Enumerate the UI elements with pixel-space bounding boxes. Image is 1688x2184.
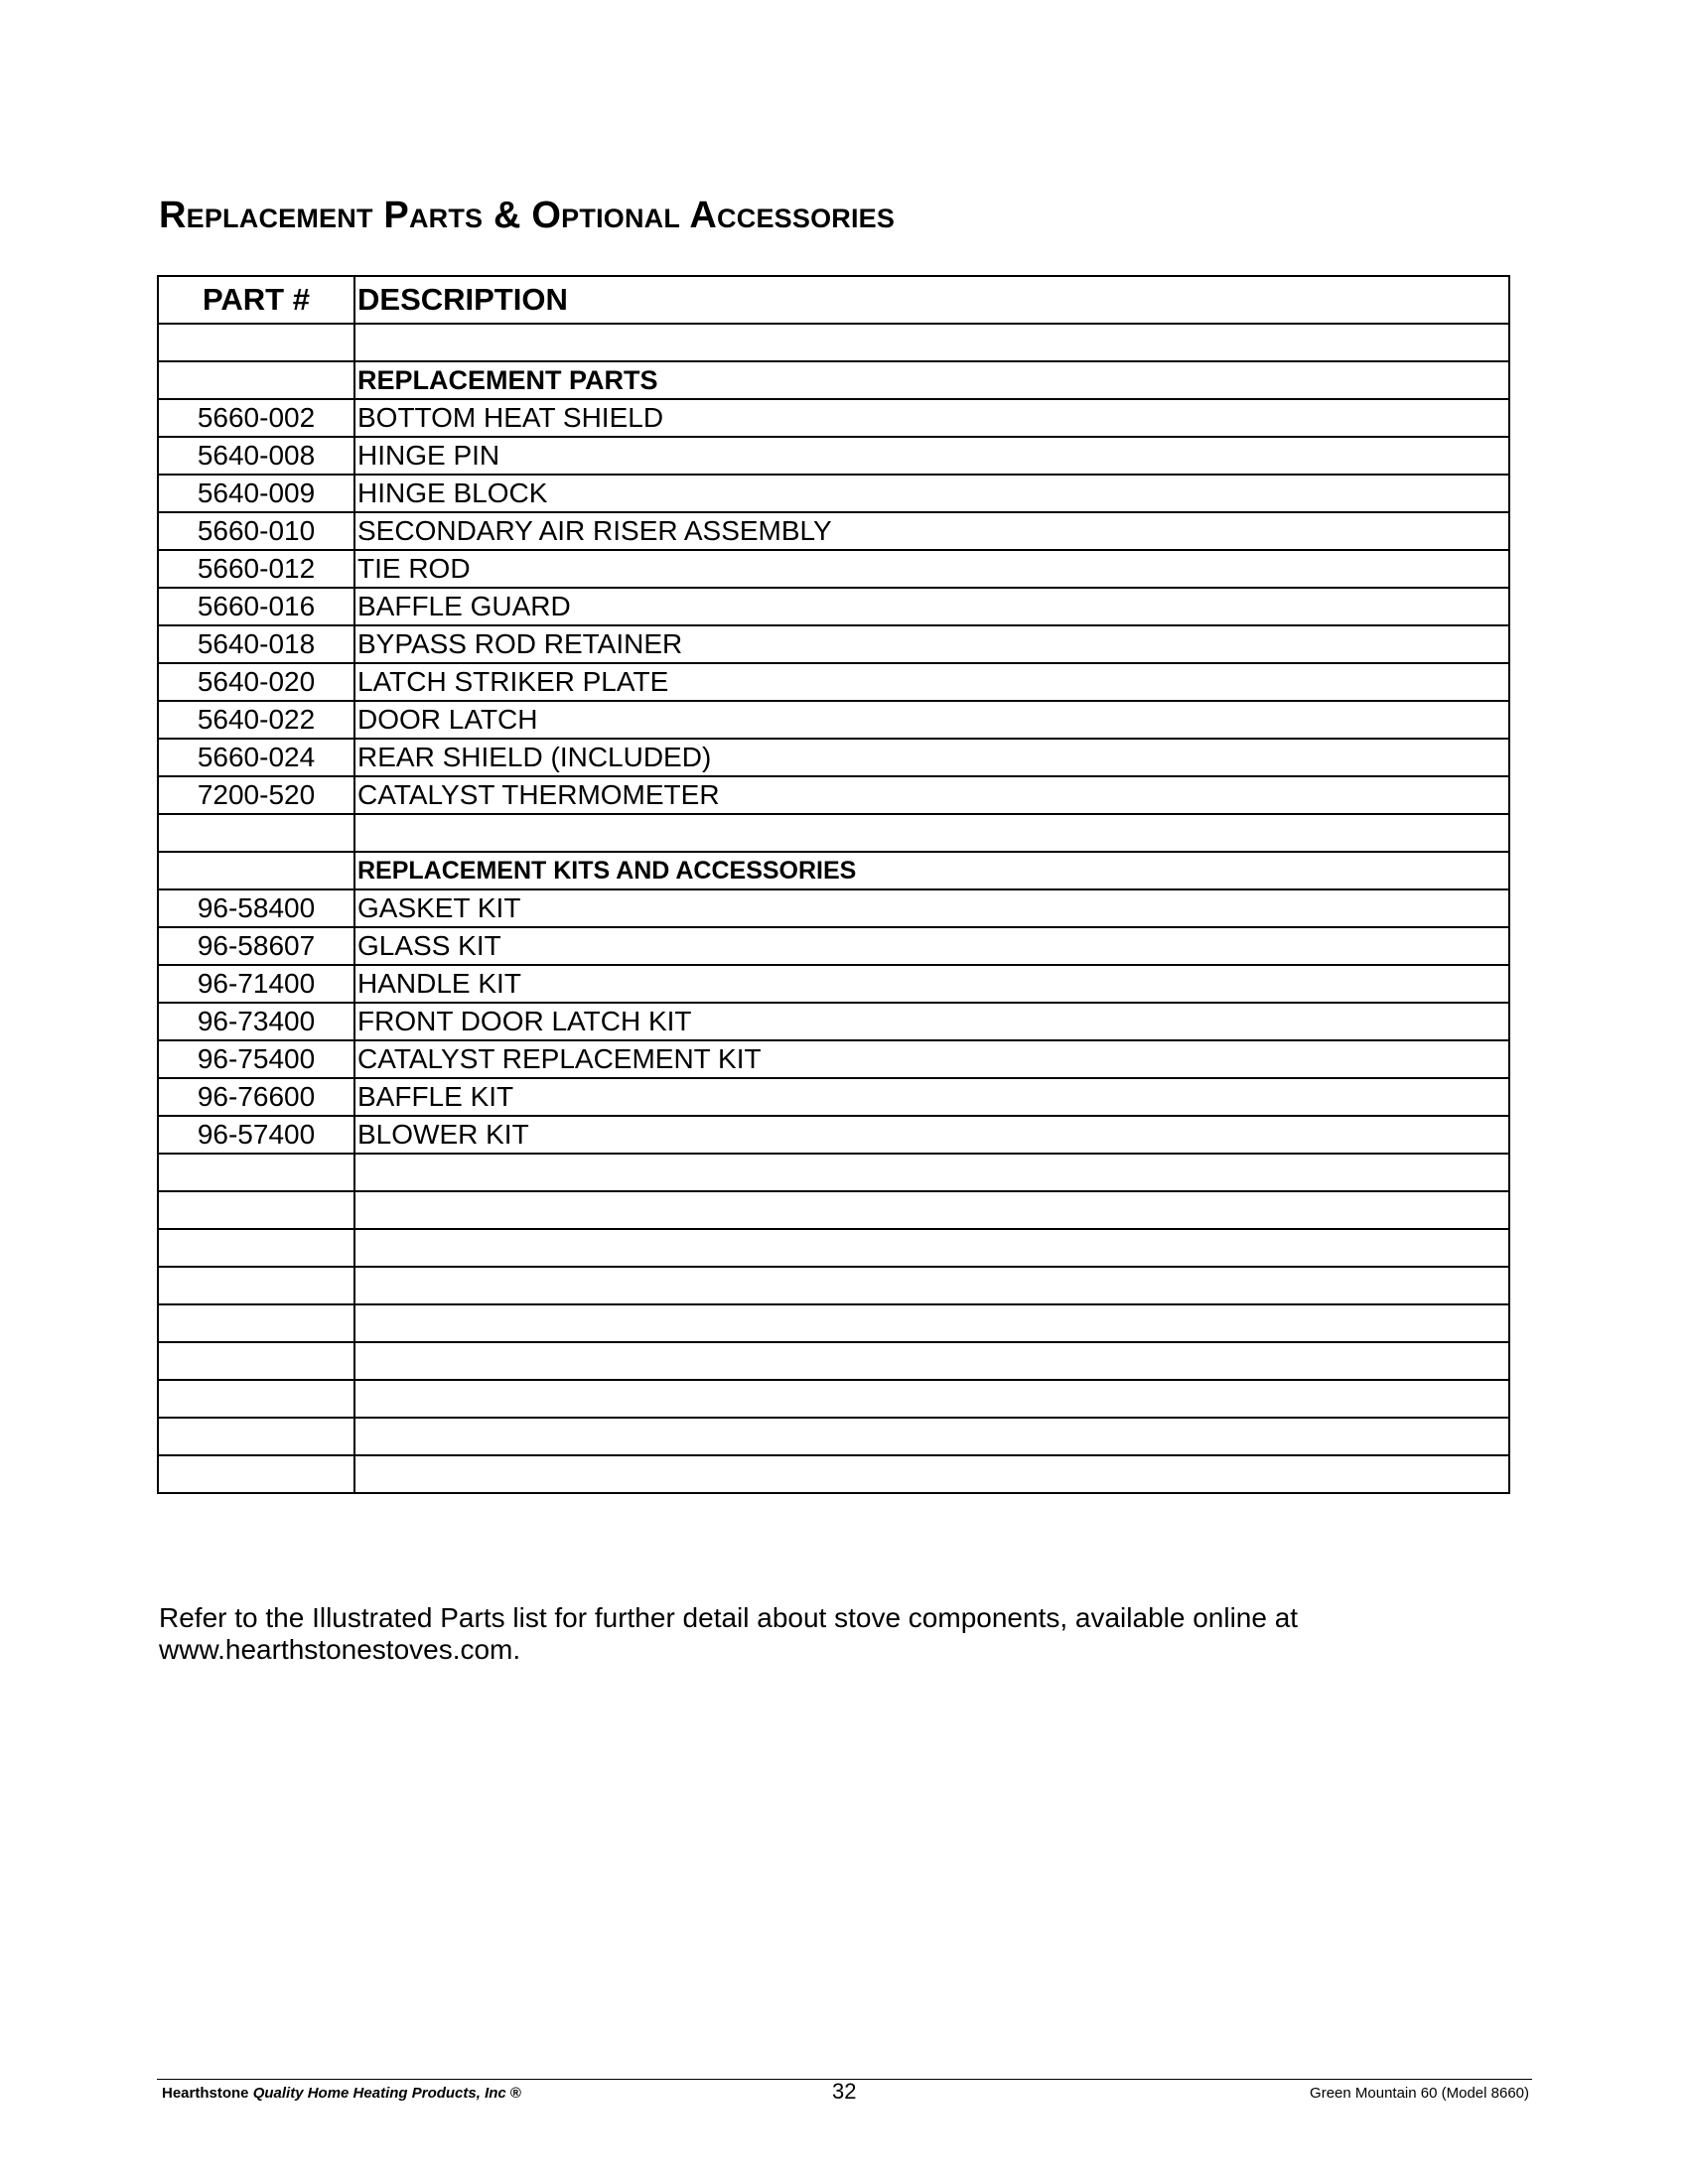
blank-row: [158, 1380, 1509, 1418]
part-number-cell: 96-75400: [158, 1040, 354, 1078]
description-cell: GASKET KIT: [354, 889, 1509, 927]
section-heading-cell: [354, 1229, 1509, 1267]
description-cell: GLASS KIT: [354, 927, 1509, 965]
blank-row: [158, 1191, 1509, 1229]
section-heading-cell: REPLACEMENT KITS AND ACCESSORIES: [354, 852, 1509, 889]
table-row: [158, 1116, 1509, 1154]
footer-company-name: Hearthstone: [162, 2085, 249, 2102]
blank-row: [158, 814, 1509, 852]
blank-row: [158, 1455, 1509, 1493]
parts-list-note: [159, 1602, 1529, 1666]
blank-row: [158, 324, 1509, 361]
section-heading-cell: [354, 324, 1509, 361]
part-number-cell: 5660-002: [158, 399, 354, 437]
table-header-row: [158, 276, 1509, 324]
table-row: [158, 1003, 1509, 1040]
parts-table: [157, 275, 1510, 1494]
table-row: [158, 663, 1509, 701]
part-number-cell: 96-76600: [158, 1078, 354, 1116]
page-number: 32: [832, 2079, 857, 2104]
table-row: [158, 776, 1509, 814]
part-number-cell: 5660-016: [158, 588, 354, 625]
part-number-cell: [158, 1380, 354, 1418]
blank-row: [158, 1418, 1509, 1455]
table-row: [158, 965, 1509, 1003]
section-heading-cell: [354, 1342, 1509, 1380]
description-cell: LATCH STRIKER PLATE: [354, 663, 1509, 701]
note-line-1: Refer to the Illustrated Parts list for further detail about stove components, available online at: [159, 1602, 1299, 1633]
footer-model: Green Mountain 60 (Model 8660): [1310, 2085, 1529, 2102]
blank-row: [158, 1267, 1509, 1304]
blank-row: [158, 1154, 1509, 1191]
description-cell: TIE ROD: [354, 550, 1509, 588]
part-number-cell: 5640-018: [158, 625, 354, 663]
section-heading-cell: REPLACEMENT PARTS: [354, 361, 1509, 399]
table-row: [158, 1040, 1509, 1078]
part-number-cell: [158, 1304, 354, 1342]
table-row: [158, 588, 1509, 625]
blank-row: [158, 1304, 1509, 1342]
part-number-cell: 96-57400: [158, 1116, 354, 1154]
part-number-cell: 5660-012: [158, 550, 354, 588]
part-number-cell: [158, 1267, 354, 1304]
section-heading-cell: [354, 814, 1509, 852]
description-cell: BLOWER KIT: [354, 1116, 1509, 1154]
description-cell: HINGE BLOCK: [354, 475, 1509, 512]
note-line-2: www.hearthstonestoves.com.: [159, 1634, 521, 1665]
part-number-cell: [158, 1229, 354, 1267]
section-row: [158, 852, 1509, 889]
part-number-cell: 96-73400: [158, 1003, 354, 1040]
description-cell: BAFFLE KIT: [354, 1078, 1509, 1116]
description-cell: CATALYST THERMOMETER: [354, 776, 1509, 814]
footer-tagline: Quality Home Heating Products, Inc: [252, 2085, 506, 2102]
part-number-cell: [158, 1191, 354, 1229]
section-heading-cell: [354, 1267, 1509, 1304]
blank-row: [158, 1342, 1509, 1380]
part-number-cell: 5640-009: [158, 475, 354, 512]
table-row: [158, 889, 1509, 927]
part-number-cell: 5640-008: [158, 437, 354, 475]
parts-table-body: [158, 324, 1509, 1493]
table-row: [158, 739, 1509, 776]
table-row: [158, 1078, 1509, 1116]
description-cell: HANDLE KIT: [354, 965, 1509, 1003]
part-number-cell: [158, 1455, 354, 1493]
description-cell: BYPASS ROD RETAINER: [354, 625, 1509, 663]
footer-company: [162, 2085, 521, 2102]
description-cell: BAFFLE GUARD: [354, 588, 1509, 625]
table-row: [158, 701, 1509, 739]
part-number-cell: [158, 324, 354, 361]
part-number-cell: 96-71400: [158, 965, 354, 1003]
part-number-cell: [158, 361, 354, 399]
part-number-cell: 5660-010: [158, 512, 354, 550]
description-cell: FRONT DOOR LATCH KIT: [354, 1003, 1509, 1040]
part-number-cell: 96-58607: [158, 927, 354, 965]
blank-row: [158, 1229, 1509, 1267]
part-number-header: PART #: [158, 276, 354, 324]
part-number-cell: 7200-520: [158, 776, 354, 814]
part-number-cell: 5640-022: [158, 701, 354, 739]
section-heading-cell: [354, 1154, 1509, 1191]
table-row: [158, 512, 1509, 550]
part-number-cell: [158, 814, 354, 852]
section-heading-cell: [354, 1380, 1509, 1418]
description-cell: REAR SHIELD (INCLUDED): [354, 739, 1509, 776]
table-row: [158, 550, 1509, 588]
part-number-cell: 5640-020: [158, 663, 354, 701]
part-number-cell: [158, 852, 354, 889]
table-row: [158, 475, 1509, 512]
section-heading-cell: [354, 1304, 1509, 1342]
description-cell: SECONDARY AIR RISER ASSEMBLY: [354, 512, 1509, 550]
description-cell: BOTTOM HEAT SHIELD: [354, 399, 1509, 437]
section-row: [158, 361, 1509, 399]
page-title: Replacement Parts & Optional Accessories: [159, 195, 896, 236]
footer-trademark: ®: [509, 2085, 521, 2102]
section-heading-cell: [354, 1455, 1509, 1493]
part-number-cell: [158, 1154, 354, 1191]
description-header: DESCRIPTION: [354, 276, 1509, 324]
table-row: [158, 927, 1509, 965]
description-cell: CATALYST REPLACEMENT KIT: [354, 1040, 1509, 1078]
section-heading-cell: [354, 1191, 1509, 1229]
description-cell: DOOR LATCH: [354, 701, 1509, 739]
part-number-cell: 96-58400: [158, 889, 354, 927]
description-cell: HINGE PIN: [354, 437, 1509, 475]
table-row: [158, 437, 1509, 475]
table-row: [158, 399, 1509, 437]
part-number-cell: 5660-024: [158, 739, 354, 776]
section-heading-cell: [354, 1418, 1509, 1455]
table-row: [158, 625, 1509, 663]
part-number-cell: [158, 1418, 354, 1455]
part-number-cell: [158, 1342, 354, 1380]
